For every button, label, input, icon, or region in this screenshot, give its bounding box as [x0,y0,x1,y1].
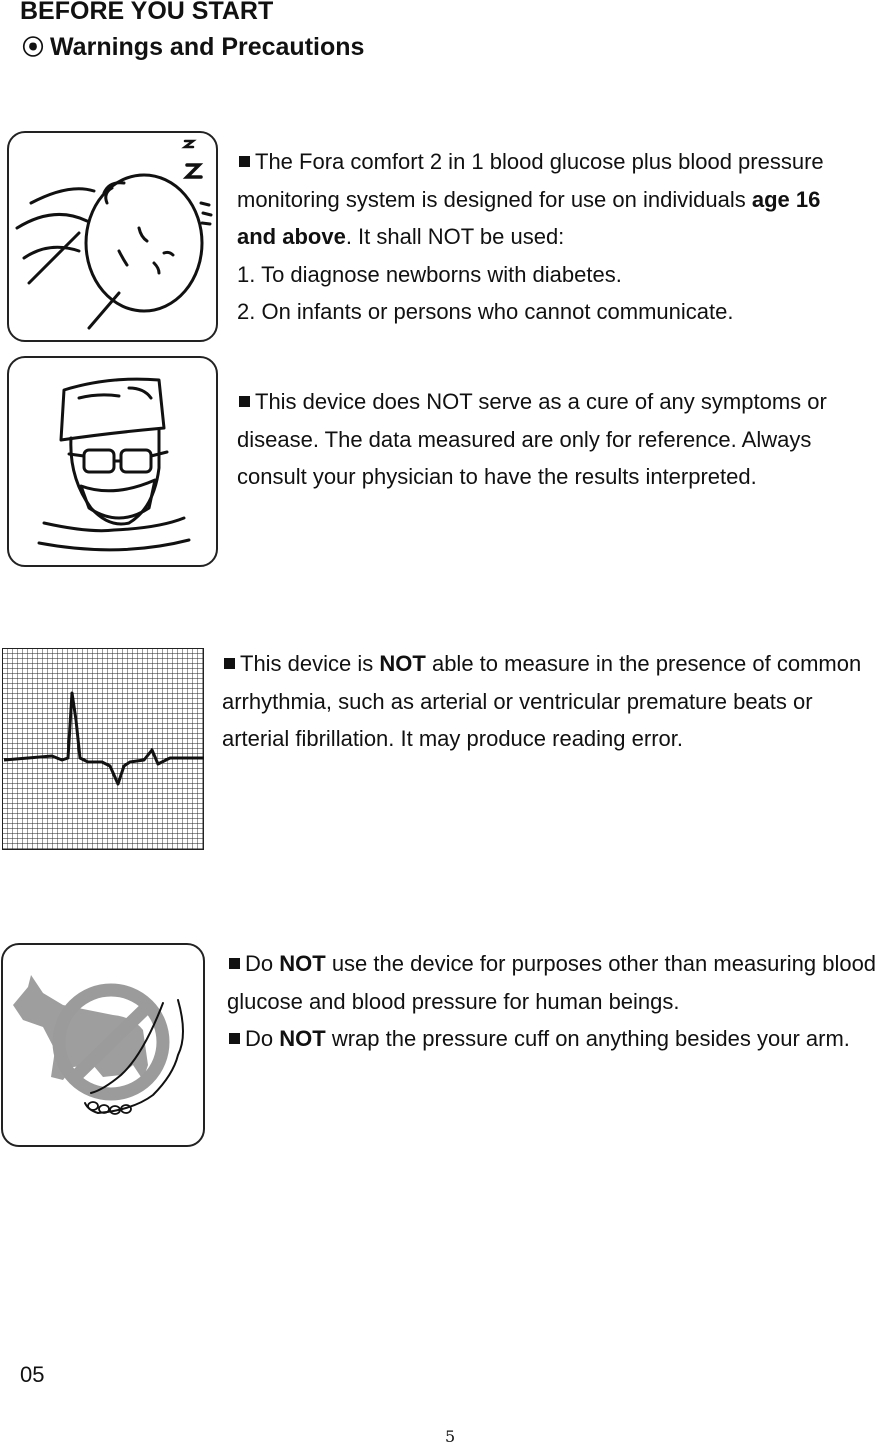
target-bullet-icon: ⦿ [22,35,45,60]
block-2-paragraph-1 [237,383,877,496]
block-4-paragraph-2 [227,1020,877,1058]
text-run: . It shall NOT be used: [345,224,565,250]
no-animal-panel [1,943,205,1147]
square-bullet-icon [229,1033,240,1044]
bold-text-run: NOT [279,1026,326,1052]
block-1-paragraph-2: 1. To diagnose newborns with diabetes. [237,261,622,287]
doctor-icon [9,358,216,565]
square-bullet-icon [239,156,250,167]
block-2-text [237,383,877,496]
sleeping-baby-panel [7,131,218,342]
ecg-panel [2,648,204,850]
text-run: able to measure in the presence of common arrhythmia, such as arterial or ventricular premature beats or arterial fibrillation. It may produce reading error. [222,651,862,752]
page-number: 5 [445,1427,456,1446]
text-run: This device is [240,651,380,676]
block-1-paragraph-1 [237,143,857,256]
text-run: wrap the pressure cuff on anything besides your arm. [325,1026,850,1052]
doctor-panel [7,356,218,567]
section-title: BEFORE YOU START [20,0,274,25]
block-4-text [227,945,877,1058]
square-bullet-icon [224,658,235,669]
page-label: 05 [20,1362,45,1387]
block-1-text [237,143,857,331]
sleeping-baby-icon [9,133,216,340]
square-bullet-icon [229,958,240,969]
no-animal-use-icon [3,945,203,1145]
subsection-title-text: Warnings and Precautions [50,33,365,61]
text-run: This device does NOT serve as a cure of any symptoms or disease. The data measured are only for reference. Always consult your physician to have the results interpreted. [237,389,827,490]
ecg-arrhythmia-icon [2,648,204,850]
text-run: Do [245,1026,280,1052]
block-3-text [222,645,862,758]
subsection-title [22,32,364,63]
square-bullet-icon [239,396,250,407]
text-run: Do [245,951,280,976]
bold-text-run: age 16 and above [237,186,821,250]
block-3-paragraph-1 [222,645,862,758]
block-4-paragraph-1 [227,945,877,1020]
block-1-paragraph-3: 2. On infants or persons who cannot communicate. [237,299,734,325]
bold-text-run: NOT [379,651,426,676]
text-run: use the device for purposes other than measuring blood glucose and blood pressure for human beings. [227,951,877,1014]
bold-text-run: NOT [279,951,326,976]
text-run: The Fora comfort 2 in 1 blood glucose plus blood pressure monitoring system is designed for use on individuals [237,149,824,212]
